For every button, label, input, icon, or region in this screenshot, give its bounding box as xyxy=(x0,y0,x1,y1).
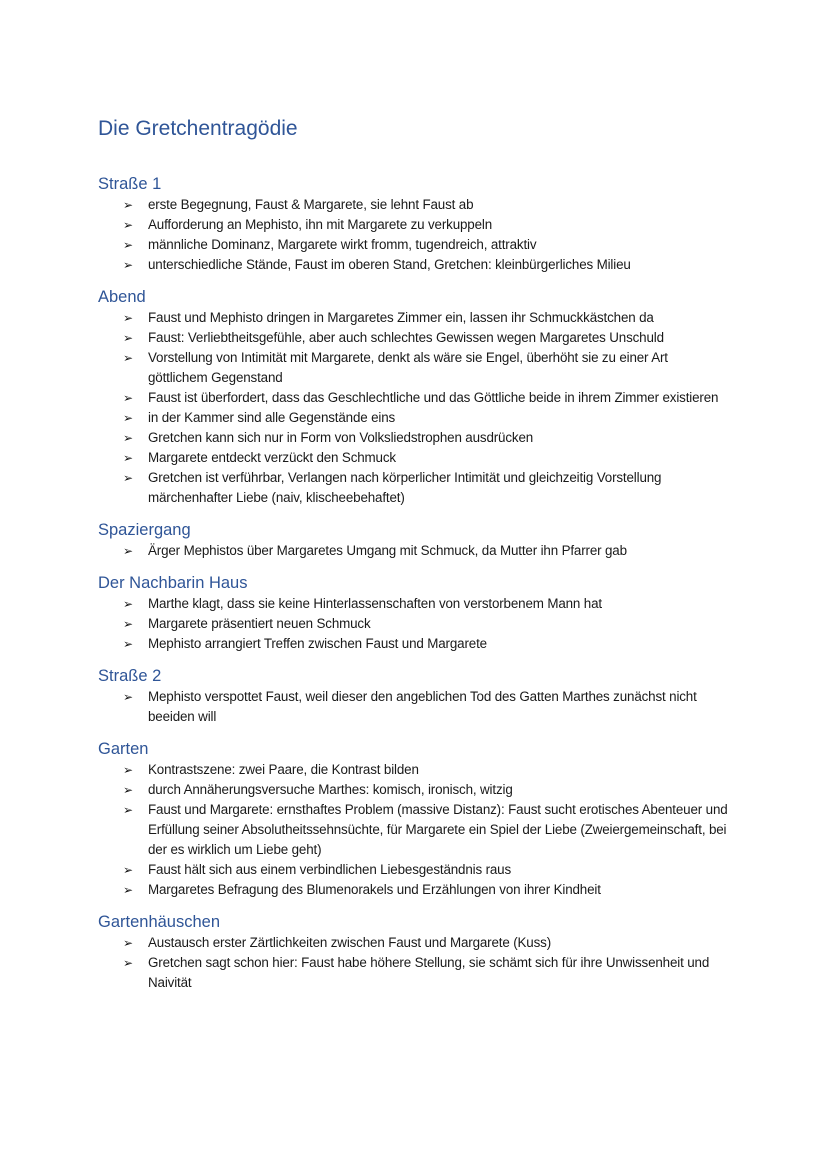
arrowhead-bullet-icon: ➢ xyxy=(123,451,133,465)
arrowhead-bullet-icon: ➢ xyxy=(123,956,133,970)
list-item xyxy=(98,860,728,880)
section-heading: Straße 1 xyxy=(98,175,162,193)
list-item xyxy=(98,448,728,468)
list-item xyxy=(98,348,728,388)
arrowhead-bullet-icon: ➢ xyxy=(123,544,133,558)
section xyxy=(98,286,728,508)
section-heading: Gartenhäuschen xyxy=(98,913,221,931)
bullet-list xyxy=(98,760,728,900)
list-item-text: Austausch erster Zärtlichkeiten zwischen Faust und Margarete (Kuss) xyxy=(148,935,552,950)
bullet-list xyxy=(98,308,728,508)
arrowhead-bullet-icon: ➢ xyxy=(123,863,133,877)
arrowhead-bullet-icon: ➢ xyxy=(123,883,133,897)
list-item xyxy=(98,541,728,561)
list-item xyxy=(98,428,728,448)
list-item xyxy=(98,255,728,275)
section-heading: Der Nachbarin Haus xyxy=(98,574,248,592)
section-heading: Spaziergang xyxy=(98,521,191,539)
section-heading: Abend xyxy=(98,288,146,306)
arrowhead-bullet-icon: ➢ xyxy=(123,597,133,611)
list-item-text: in der Kammer sind alle Gegenstände eins xyxy=(148,410,396,425)
arrowhead-bullet-icon: ➢ xyxy=(123,391,133,405)
list-item-text: Mephisto arrangiert Treffen zwischen Faust und Margarete xyxy=(148,636,487,651)
list-item-text: Vorstellung von Intimität mit Margarete, denkt als wäre sie Engel, überhöht sie zu einer Art göttlichem Gegenstand xyxy=(148,350,668,385)
list-item xyxy=(98,215,728,235)
arrowhead-bullet-icon: ➢ xyxy=(123,311,133,325)
arrowhead-bullet-icon: ➢ xyxy=(123,198,133,212)
arrowhead-bullet-icon: ➢ xyxy=(123,351,133,365)
list-item-text: Kontrastszene: zwei Paare, die Kontrast bilden xyxy=(148,762,419,777)
arrowhead-bullet-icon: ➢ xyxy=(123,690,133,704)
section xyxy=(98,665,728,727)
list-item-text: Faust hält sich aus einem verbindlichen Liebesgeständnis raus xyxy=(148,862,512,877)
list-item xyxy=(98,195,728,215)
section xyxy=(98,173,728,275)
list-item xyxy=(98,308,728,328)
arrowhead-bullet-icon: ➢ xyxy=(123,637,133,651)
bullet-list xyxy=(98,594,728,654)
section xyxy=(98,738,728,900)
list-item xyxy=(98,388,728,408)
section xyxy=(98,572,728,654)
list-item-text: Marthe klagt, dass sie keine Hinterlassenschaften von verstorbenem Mann hat xyxy=(148,596,602,611)
list-item xyxy=(98,614,728,634)
list-item-text: Faust: Verliebtheitsgefühle, aber auch schlechtes Gewissen wegen Margaretes Unschuld xyxy=(148,330,664,345)
list-item xyxy=(98,594,728,614)
arrowhead-bullet-icon: ➢ xyxy=(123,258,133,272)
arrowhead-bullet-icon: ➢ xyxy=(123,331,133,345)
list-item-text: Faust und Margarete: ernsthaftes Problem (massive Distanz): Faust sucht erotisches Abenteuer und Erfüllung seiner Absolutheitssehnsüchte, für Margarete ein Spiel der Liebe (Zweiergemeinschaft, bei der es wirklich um Liebe geht) xyxy=(148,802,728,857)
list-item-text: Margarete entdeckt verzückt den Schmuck xyxy=(148,450,396,465)
list-item-text: Margarete präsentiert neuen Schmuck xyxy=(148,616,371,631)
arrowhead-bullet-icon: ➢ xyxy=(123,783,133,797)
arrowhead-bullet-icon: ➢ xyxy=(123,218,133,232)
list-item-text: Aufforderung an Mephisto, ihn mit Margarete zu verkuppeln xyxy=(148,217,493,232)
list-item-text: Margaretes Befragung des Blumenorakels und Erzählungen von ihrer Kindheit xyxy=(148,882,601,897)
bullet-list xyxy=(98,933,728,993)
list-item xyxy=(98,468,728,508)
list-item-text: Gretchen sagt schon hier: Faust habe höhere Stellung, sie schämt sich für ihre Unwissenheit und Naivität xyxy=(148,955,710,990)
sections xyxy=(98,173,728,993)
list-item-text: unterschiedliche Stände, Faust im oberen Stand, Gretchen: kleinbürgerliches Milieu xyxy=(148,257,631,272)
list-item-text: durch Annäherungsversuche Marthes: komisch, ironisch, witzig xyxy=(148,782,513,797)
list-item-text: Faust ist überfordert, dass das Geschlechtliche und das Göttliche beide in ihrem Zimmer existieren xyxy=(148,390,719,405)
list-item xyxy=(98,408,728,428)
section-heading: Garten xyxy=(98,740,149,758)
list-item xyxy=(98,953,728,993)
arrowhead-bullet-icon: ➢ xyxy=(123,803,133,817)
list-item xyxy=(98,760,728,780)
arrowhead-bullet-icon: ➢ xyxy=(123,238,133,252)
list-item xyxy=(98,235,728,255)
list-item xyxy=(98,933,728,953)
list-item-text: männliche Dominanz, Margarete wirkt fromm, tugendreich, attraktiv xyxy=(148,237,537,252)
list-item-text: Ärger Mephistos über Margaretes Umgang mit Schmuck, da Mutter ihn Pfarrer gab xyxy=(148,543,627,558)
bullet-list xyxy=(98,687,728,727)
section-heading: Straße 2 xyxy=(98,667,162,685)
list-item xyxy=(98,687,728,727)
arrowhead-bullet-icon: ➢ xyxy=(123,431,133,445)
document-page xyxy=(98,114,728,993)
arrowhead-bullet-icon: ➢ xyxy=(123,936,133,950)
list-item xyxy=(98,780,728,800)
list-item-text: Gretchen ist verführbar, Verlangen nach körperlicher Intimität und gleichzeitig Vorstellung märchenhafter Liebe (naiv, klischeebehaftet) xyxy=(148,470,662,505)
arrowhead-bullet-icon: ➢ xyxy=(123,471,133,485)
bullet-list xyxy=(98,541,728,561)
section xyxy=(98,519,728,561)
arrowhead-bullet-icon: ➢ xyxy=(123,763,133,777)
list-item xyxy=(98,328,728,348)
list-item-text: Mephisto verspottet Faust, weil dieser den angeblichen Tod des Gatten Marthes zunächst nicht beeiden will xyxy=(148,689,697,724)
list-item xyxy=(98,800,728,860)
document-title: Die Gretchentragödie xyxy=(98,117,298,140)
list-item-text: Faust und Mephisto dringen in Margaretes Zimmer ein, lassen ihr Schmuckkästchen da xyxy=(148,310,654,325)
list-item-text: erste Begegnung, Faust & Margarete, sie lehnt Faust ab xyxy=(148,197,474,212)
section xyxy=(98,911,728,993)
list-item-text: Gretchen kann sich nur in Form von Volksliedstrophen ausdrücken xyxy=(148,430,534,445)
bullet-list xyxy=(98,195,728,275)
list-item xyxy=(98,634,728,654)
list-item xyxy=(98,880,728,900)
arrowhead-bullet-icon: ➢ xyxy=(123,617,133,631)
arrowhead-bullet-icon: ➢ xyxy=(123,411,133,425)
